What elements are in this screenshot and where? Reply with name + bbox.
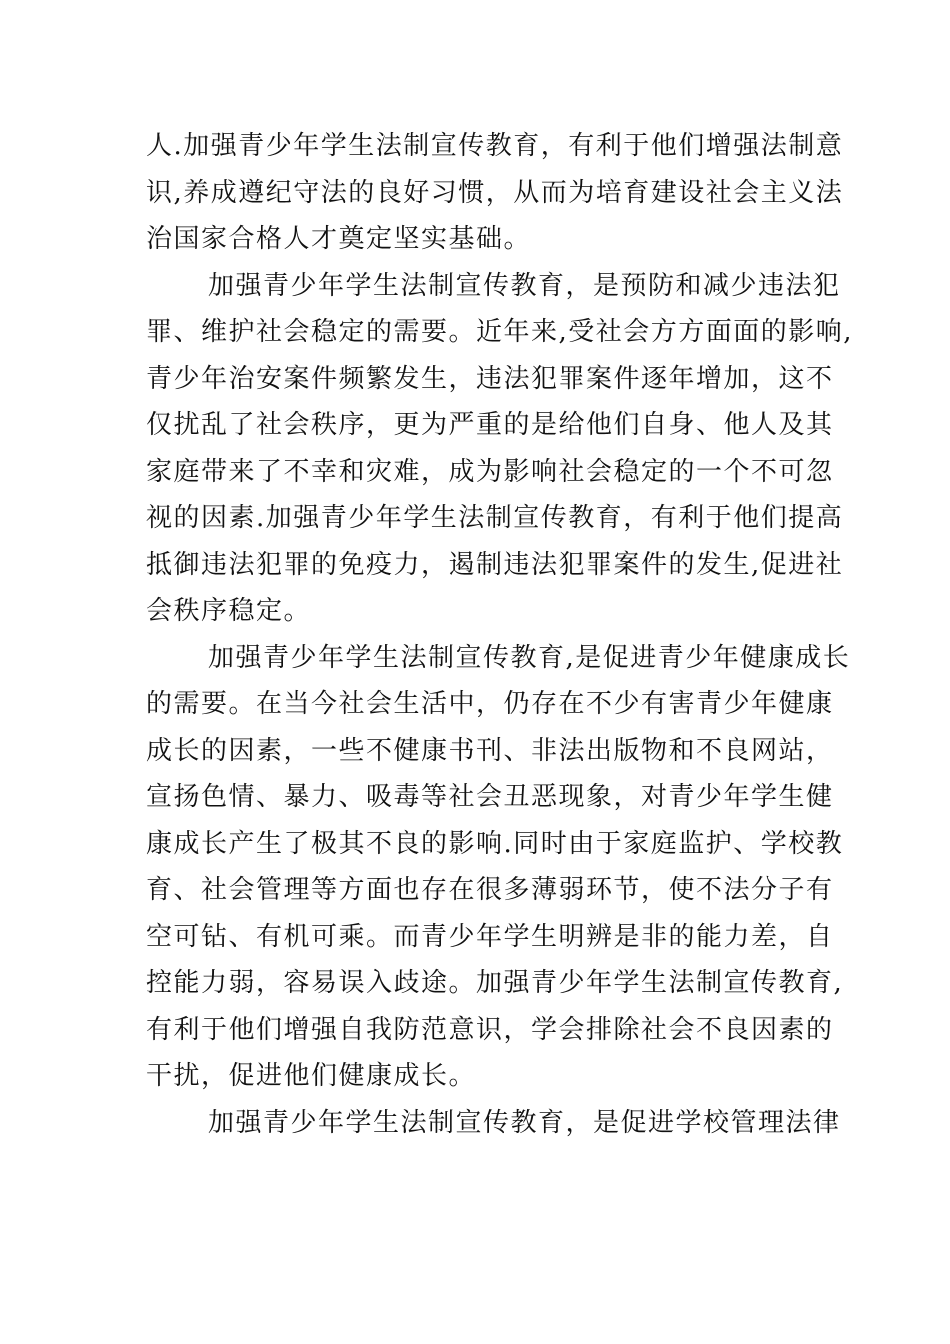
text-line: 视的因素.加强青少年学生法制宣传教育，有利于他们提高 [146,503,844,533]
text-line: 识,养成遵纪守法的良好习惯，从而为培育建设社会主义法 [146,177,844,208]
text-line: 治国家合格人才奠定坚实基础。 [146,224,532,254]
text-line: 宣扬色情、暴力、吸毒等社会丑恶现象，对青少年学生健 [146,782,834,812]
text-line: 抵御违法犯罪的免疫力，遏制违法犯罪案件的发生,促进社 [146,549,844,580]
text-line: 干扰，促进他们健康成长。 [146,1061,477,1091]
text-line: 控能力弱，容易误入歧途。加强青少年学生法制宣传教育, [146,968,844,998]
text-line: 仅扰乱了社会秩序，更为严重的是给他们自身、他人及其 [146,410,834,440]
paragraph-first-line: 加强青少年学生法制宣传教育，是预防和减少违法犯 [208,270,841,301]
text-line: 家庭带来了不幸和灾难，成为影响社会稳定的一个不可忽 [146,456,834,487]
text-line: 会秩序稳定。 [146,596,312,626]
text-line: 青少年治安案件频繁发生，违法犯罪案件逐年增加，这不 [146,363,834,394]
text-line: 成长的因素，一些不健康书刊、非法出版物和不良网站， [146,735,834,766]
text-line: 空可钻、有机可乘。而青少年学生明辨是非的能力差，自 [146,921,834,952]
text-line: 育、社会管理等方面也存在很多薄弱环节，使不法分子有 [146,875,834,905]
text-line: 康成长产生了极其不良的影响.同时由于家庭监护、学校教 [146,828,844,859]
paragraph-first-line: 加强青少年学生法制宣传教育，是促进学校管理法律 [208,1107,841,1138]
document-body [146,123,854,1146]
text-line: 罪、维护社会稳定的需要。近年来,受社会方方面面的影响, [146,317,854,347]
text-line: 人.加强青少年学生法制宣传教育，有利于他们增强法制意 [146,131,844,161]
text-line: 的需要。在当今社会生活中，仍存在不少有害青少年健康 [146,689,834,719]
text-line: 有利于他们增强自我防范意识，学会排除社会不良因素的 [146,1014,834,1045]
paragraph-first-line: 加强青少年学生法制宣传教育,是促进青少年健康成长 [208,642,851,673]
